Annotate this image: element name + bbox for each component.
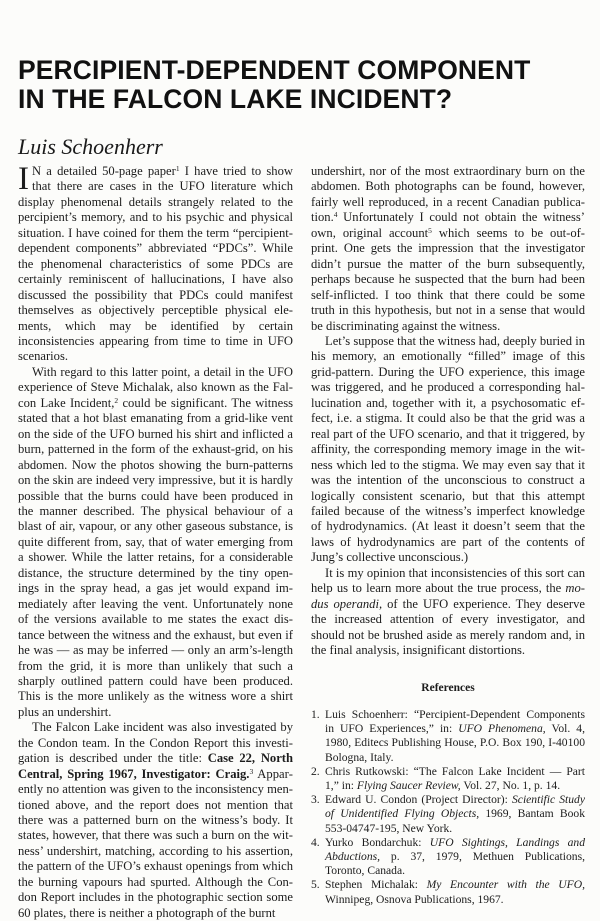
article-title	[18, 56, 588, 114]
right-column	[311, 164, 585, 907]
paragraph-intro: I N a detailed 50-page paper$^1$ I have tried to show that there are cases in the UFO literature which display phenomenal details strangely related to the percipient’s memory, and to his psychic and physical situation. I have coined for them the term “percipient-dependent components” abbreviated “PDCs”. While the phenomenal characteristics of some PDCs are certainly reminiscent of hallucinations, I have also discussed the possibility that PDCs could manifest themselves as objectively perceptible physical elements, which may be identified by certain inconsistencies appearing from time to time in UFO scenarios.	[18, 161, 293, 364]
reference-item: 3. Edward U. Condon (Project Director): Scientific Study of Unidentified Flying Objects, 1969, Bantam Book 553-04747-195, New York.	[311, 793, 586, 835]
author-name: Luis Schoenherr	[18, 134, 163, 159]
paragraph-condon-report: The Falcon Lake incident was also investigated by the Condon team. In the Condon Report this investigation is described under the title: Case 22, North Central, Spring 1967, Investigator: Craig.$^3$ Apparently no attention was given to the inconsistency mentioned above, and the report does not mention that there was a patterned burn on the witness’s body. It states, however, that there was such a burn on the witness’ undershirt, matching, according to his assertion, the pattern of the UFO’s exhaust openings from which the burning vapours had spurted. Although the Condon Report includes in the photographic section some 60 plates, there is neither a photograph of the burnt	[18, 720, 293, 920]
footnote-ref-3: 3	[249, 766, 254, 776]
reference-item: 1. Luis Schoenherr: “Percipient-Dependent Components in UFO Experiences,” in: UFO Phenomena, Vol. 4, 1980, Editecs Publishing House, P.O. Box 190, I-40100 Bologna, Italy.	[311, 707, 585, 764]
reference-item: 4. Yurko Bondarchuk: UFO Sightings, Landings and Abductions, p. 37, 1979, Methuen Publications, Toronto, Canada.	[311, 835, 585, 878]
footnote-ref-5: 5	[428, 225, 432, 235]
footnote-ref-1: 1	[175, 164, 180, 173]
paragraph-hypothesis: Let’s suppose that the witness had, deeply buried in his memory, an emotionally “filled” image of this grid-pattern. During the UFO experience, this image was triggered, and he produced a corresponding hallucination and, together with it, a psychosomatic effect, i.e. a stigma. It could also be that the grid was a real part of the UFO scenario, and that it triggered, by affinity, the corresponding memory image in the witness which led to the stigma. We may even say that it was the intention of the unconscious to construct a logically consistent scenario, but that this attempt failed because of the witness’s imperfect knowledge of hydrodynamics. (At least it doesn’t seem that the laws of hydrodynamics are part of the contents of Jung’s collective unconscious.)	[311, 333, 585, 565]
footnote-ref-2: 2	[114, 395, 119, 405]
title-line-2: IN THE FALCON LAKE INCIDENT?	[18, 84, 453, 114]
footnote-ref-4: 4	[333, 210, 338, 220]
left-column	[18, 161, 293, 921]
references-list	[311, 708, 585, 907]
case-title: Case 22, North Central, Spring 1967, Investigator: Craig.	[18, 751, 293, 781]
paragraph-falcon-lake: With regard to this latter point, a detail in the UFO experience of Steve Michalak, also known as the Falcon Lake Incident,$^2$ could be significant. The witness stated that a hot blast emanating from a grid-like vent on the side of the UFO burned his shirt and inflicted a burn, patterned in the form of the exhaust-grid, on his abdomen. Now the photos showing the burn-patterns on the skin are indeed very impressive, but it is hardly possible that the burns could have been produced in the manner described. The physical behaviour of a blast of air, vapour, or any other gaseous substance, is quite different from, say, that of water emerging from a shower. While the latter retains, for a considerable distance, the structure determined by the tiny openings in the spray head, a gas jet would expand immediately after leaving the vent. Unfortunately none of the versions available to me states the exact distance between the witness and the exhaust, but even if he was — as may be inferred — only an arm’s-length from the grid, it is more than unlikely that such a sharply outlined pattern could have been produced. This is the more unlikely as the witness wore a shirt plus an undershirt.	[18, 364, 293, 719]
references-heading: References	[421, 681, 475, 694]
title-line-1: PERCIPIENT-DEPENDENT COMPONENT	[18, 55, 531, 85]
paragraph-conclusion: It is my opinion that inconsistencies of this sort can help us to learn more about the true process, the modus operandi, of the UFO experience. They deserve the increased attention of every investigator, and should not be brushed aside as merely random and, in the final analysis, insignificant distortions.	[311, 565, 586, 658]
drop-cap: I	[18, 161, 29, 197]
reference-item: 5. Stephen Michalak: My Encounter with the UFO, Winnipeg, Osnova Publications, 1967.	[311, 878, 586, 906]
reference-item: 2. Chris Rutkowski: “The Falcon Lake Incident — Part 1,” in: Flying Saucer Review, Vol. 27, No. 1, p. 14.	[311, 764, 585, 792]
paragraph-condon-continued: undershirt, nor of the most extraordinary burn on the abdomen. Both photographs can be found, however, fairly well reproduced, in a recent Canadian publication.$^4$ Unfortunately I could not obtain the witness’ own, original account$^5$ which seems to be out-of-print. One gets the impression that the investigator didn’t pursue the matter of the burn subsequently, perhaps because he suspected that the burn had been self-inflicted. I too think that there could be some truth in this hypothesis, but not in a sense that would be discriminating against the witness.	[311, 164, 586, 333]
